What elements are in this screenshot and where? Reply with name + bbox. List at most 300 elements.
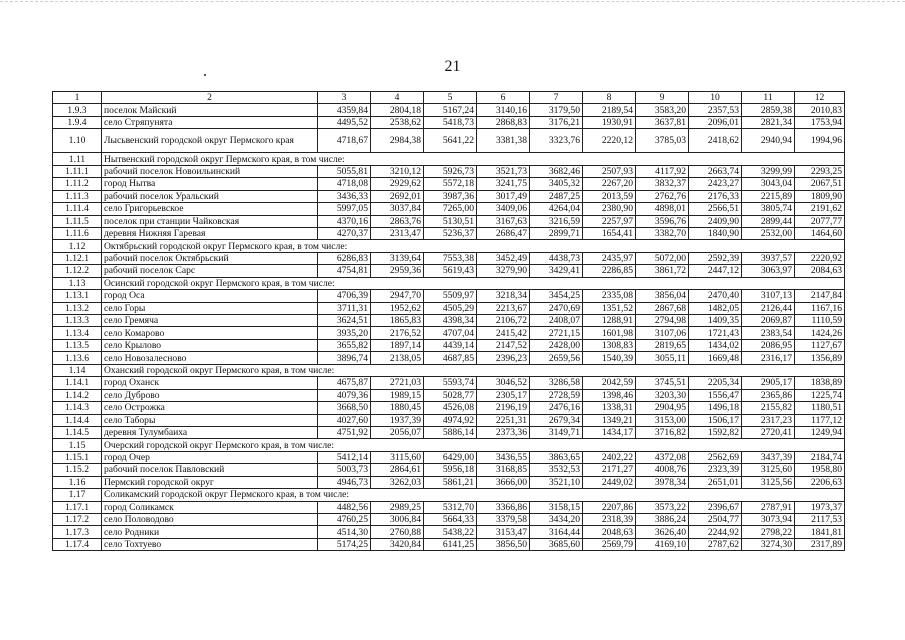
value-cell-col-8: 1338,31 (583, 402, 636, 414)
value-cell-col-10: 2447,12 (689, 265, 742, 277)
value-cell-col-12: 1180,51 (795, 402, 845, 414)
value-cell-col-8: 2335,08 (583, 290, 636, 302)
settlement-name: город Оса (102, 290, 318, 302)
row-code: 1.9.4 (53, 116, 102, 128)
column-header-9: 9 (636, 92, 689, 104)
value-cell-col-11: 3125,60 (742, 464, 795, 476)
table-row (53, 104, 845, 116)
scan-speck (204, 74, 206, 76)
table-row (53, 526, 845, 538)
value-cell-col-9: 4008,76 (636, 464, 689, 476)
value-cell-col-7: 2728,59 (530, 389, 583, 401)
value-cell-col-11: 2532,00 (742, 227, 795, 239)
table-row (53, 352, 845, 364)
section-title: Оханский городской округ Пермского края, в том числе: (102, 364, 845, 376)
value-cell-col-8: 2048,63 (583, 526, 636, 538)
value-cell-col-9: 4117,92 (636, 165, 689, 177)
value-cell-col-9: 3861,72 (636, 265, 689, 277)
value-cell-col-9: 2794,98 (636, 315, 689, 327)
value-cell-col-10: 1482,05 (689, 302, 742, 314)
value-cell-col-11: 2720,41 (742, 426, 795, 438)
value-cell-col-7: 3685,60 (530, 538, 583, 550)
row-code: 1.13.1 (53, 290, 102, 302)
value-cell-col-9: 4169,10 (636, 538, 689, 550)
value-cell-col-6: 3436,55 (477, 451, 530, 463)
value-cell-col-9: 3745,51 (636, 377, 689, 389)
value-cell-col-5: 5641,22 (424, 129, 477, 153)
value-cell-col-5: 5861,21 (424, 476, 477, 488)
value-cell-col-12: 2117,53 (795, 514, 845, 526)
value-cell-col-11: 2215,89 (742, 190, 795, 202)
value-cell-col-4: 2538,62 (371, 116, 424, 128)
settlement-name: рабочий поселок Октябрьский (102, 252, 318, 264)
row-code: 1.17.1 (53, 501, 102, 513)
value-cell-col-5: 5593,74 (424, 377, 477, 389)
section-row (53, 277, 845, 289)
value-cell-col-8: 2435,97 (583, 252, 636, 264)
value-cell-col-6: 3452,49 (477, 252, 530, 264)
value-cell-col-10: 2357,53 (689, 104, 742, 116)
value-cell-col-11: 2899,44 (742, 215, 795, 227)
table-row (53, 514, 845, 526)
settlement-name: село Комарово (102, 327, 318, 339)
table-row (53, 265, 845, 277)
value-cell-col-7: 2721,15 (530, 327, 583, 339)
value-cell-col-7: 3179,50 (530, 104, 583, 116)
table-row (53, 129, 845, 153)
value-cell-col-5: 7553,38 (424, 252, 477, 264)
value-cell-col-8: 2569,79 (583, 538, 636, 550)
value-cell-col-9: 3832,37 (636, 178, 689, 190)
value-cell-col-8: 1351,52 (583, 302, 636, 314)
value-cell-col-4: 2313,47 (371, 227, 424, 239)
value-cell-col-8: 2402,22 (583, 451, 636, 463)
value-cell-col-4: 3210,12 (371, 165, 424, 177)
value-cell-col-4: 2692,01 (371, 190, 424, 202)
settlement-name: село Дуброво (102, 389, 318, 401)
value-cell-col-12: 1177,12 (795, 414, 845, 426)
value-cell-col-3: 4706,39 (318, 290, 371, 302)
value-cell-col-10: 1409,35 (689, 315, 742, 327)
value-cell-col-7: 3149,71 (530, 426, 583, 438)
settlement-name: рабочий поселок Сарс (102, 265, 318, 277)
settlement-name: село Половодово (102, 514, 318, 526)
value-cell-col-10: 2423,27 (689, 178, 742, 190)
settlement-name: село Острожка (102, 402, 318, 414)
value-cell-col-12: 1809,90 (795, 190, 845, 202)
value-cell-col-8: 2207,86 (583, 501, 636, 513)
value-cell-col-8: 1398,46 (583, 389, 636, 401)
value-cell-col-10: 2787,62 (689, 538, 742, 550)
value-cell-col-12: 1110,59 (795, 315, 845, 327)
settlement-name: деревня Тулумбаиха (102, 426, 318, 438)
settlement-name: рабочий поселок Уральский (102, 190, 318, 202)
value-cell-col-7: 3176,21 (530, 116, 583, 128)
row-code: 1.11.6 (53, 227, 102, 239)
row-code: 1.13.3 (53, 315, 102, 327)
column-header-5: 5 (424, 92, 477, 104)
settlement-name: Лысьвенский городской округ Пермского края (102, 129, 318, 153)
value-cell-col-7: 3216,59 (530, 215, 583, 227)
value-cell-col-8: 2013,59 (583, 190, 636, 202)
table-row (53, 178, 845, 190)
page-top-border (0, 1, 905, 2)
table-row (53, 377, 845, 389)
table-row (53, 464, 845, 476)
value-cell-col-5: 4707,04 (424, 327, 477, 339)
row-code: 1.15.1 (53, 451, 102, 463)
column-header-6: 6 (477, 92, 530, 104)
value-cell-col-6: 2686,47 (477, 227, 530, 239)
value-cell-col-5: 7265,00 (424, 203, 477, 215)
table-row (53, 290, 845, 302)
value-cell-col-6: 3167,63 (477, 215, 530, 227)
table-row (53, 327, 845, 339)
row-code: 1.14.4 (53, 414, 102, 426)
value-cell-col-3: 4718,67 (318, 129, 371, 153)
value-cell-col-11: 2821,34 (742, 116, 795, 128)
value-cell-col-10: 2205,34 (689, 377, 742, 389)
value-cell-col-9: 3596,76 (636, 215, 689, 227)
row-code: 1.12.2 (53, 265, 102, 277)
value-cell-col-5: 5664,33 (424, 514, 477, 526)
value-cell-col-3: 4760,25 (318, 514, 371, 526)
value-cell-col-4: 2989,25 (371, 501, 424, 513)
value-cell-col-12: 1753,94 (795, 116, 845, 128)
settlement-name: рабочий поселок Павловский (102, 464, 318, 476)
value-cell-col-11: 2317,23 (742, 414, 795, 426)
table-body (53, 92, 845, 551)
value-cell-col-8: 2318,39 (583, 514, 636, 526)
value-cell-col-10: 2396,67 (689, 501, 742, 513)
table-row (53, 252, 845, 264)
value-cell-col-5: 5926,73 (424, 165, 477, 177)
value-cell-col-10: 1556,47 (689, 389, 742, 401)
value-cell-col-8: 1601,98 (583, 327, 636, 339)
value-cell-col-7: 2476,16 (530, 402, 583, 414)
column-header-1: 1 (53, 92, 102, 104)
value-cell-col-9: 4372,08 (636, 451, 689, 463)
settlement-name: поселок при станции Чайковская (102, 215, 318, 227)
settlement-name: город Очер (102, 451, 318, 463)
row-code: 1.17 (53, 489, 102, 501)
value-cell-col-9: 3153,00 (636, 414, 689, 426)
value-cell-col-10: 1506,17 (689, 414, 742, 426)
value-cell-col-4: 3037,84 (371, 203, 424, 215)
value-cell-col-6: 2196,19 (477, 402, 530, 414)
row-code: 1.13.5 (53, 339, 102, 351)
column-header-8: 8 (583, 92, 636, 104)
value-cell-col-3: 6286,83 (318, 252, 371, 264)
value-cell-col-12: 2067,51 (795, 178, 845, 190)
value-cell-col-6: 2106,72 (477, 315, 530, 327)
value-cell-col-10: 2562,69 (689, 451, 742, 463)
section-title: Октябрьский городской округ Пермского края, в том числе: (102, 240, 845, 252)
value-cell-col-7: 3429,41 (530, 265, 583, 277)
value-cell-col-8: 1288,91 (583, 315, 636, 327)
row-code: 1.9.3 (53, 104, 102, 116)
table-header-row (53, 92, 845, 104)
value-cell-col-12: 1424,26 (795, 327, 845, 339)
value-cell-col-6: 3218,34 (477, 290, 530, 302)
table-row (53, 203, 845, 215)
value-cell-col-4: 2804,18 (371, 104, 424, 116)
value-cell-col-4: 3139,64 (371, 252, 424, 264)
value-cell-col-11: 2859,38 (742, 104, 795, 116)
value-cell-col-12: 1356,89 (795, 352, 845, 364)
value-cell-col-4: 3115,60 (371, 451, 424, 463)
value-cell-col-4: 2138,05 (371, 352, 424, 364)
value-cell-col-12: 1249,94 (795, 426, 845, 438)
value-cell-col-7: 4264,04 (530, 203, 583, 215)
value-cell-col-10: 2323,39 (689, 464, 742, 476)
value-cell-col-11: 2787,91 (742, 501, 795, 513)
value-cell-col-3: 4370,16 (318, 215, 371, 227)
value-cell-col-11: 3107,13 (742, 290, 795, 302)
value-cell-col-10: 2592,39 (689, 252, 742, 264)
value-cell-col-7: 2899,71 (530, 227, 583, 239)
value-cell-col-12: 2220,92 (795, 252, 845, 264)
value-cell-col-11: 2383,54 (742, 327, 795, 339)
value-cell-col-9: 3886,24 (636, 514, 689, 526)
value-cell-col-7: 3454,25 (530, 290, 583, 302)
row-code: 1.13.6 (53, 352, 102, 364)
settlement-name: город Нытва (102, 178, 318, 190)
value-cell-col-11: 2798,22 (742, 526, 795, 538)
value-cell-col-7: 4438,73 (530, 252, 583, 264)
value-cell-col-4: 2929,62 (371, 178, 424, 190)
value-cell-col-3: 4514,30 (318, 526, 371, 538)
row-code: 1.11.2 (53, 178, 102, 190)
value-cell-col-11: 3937,57 (742, 252, 795, 264)
value-cell-col-7: 3521,10 (530, 476, 583, 488)
value-cell-col-9: 3856,04 (636, 290, 689, 302)
value-cell-col-7: 2487,25 (530, 190, 583, 202)
value-cell-col-9: 3107,06 (636, 327, 689, 339)
value-cell-col-10: 2566,51 (689, 203, 742, 215)
value-cell-col-4: 1952,62 (371, 302, 424, 314)
value-cell-col-6: 3153,47 (477, 526, 530, 538)
value-cell-col-3: 5055,81 (318, 165, 371, 177)
value-cell-col-8: 2189,54 (583, 104, 636, 116)
section-row (53, 489, 845, 501)
value-cell-col-3: 4495,52 (318, 116, 371, 128)
value-cell-col-4: 2959,36 (371, 265, 424, 277)
row-code: 1.12.1 (53, 252, 102, 264)
value-cell-col-11: 2069,87 (742, 315, 795, 327)
value-cell-col-9: 3573,22 (636, 501, 689, 513)
table-row (53, 414, 845, 426)
value-cell-col-6: 3409,06 (477, 203, 530, 215)
value-cell-col-9: 3637,81 (636, 116, 689, 128)
value-cell-col-7: 2679,34 (530, 414, 583, 426)
value-cell-col-4: 3262,03 (371, 476, 424, 488)
value-cell-col-11: 3043,04 (742, 178, 795, 190)
value-cell-col-6: 3017,49 (477, 190, 530, 202)
settlement-name: село Григорьевское (102, 203, 318, 215)
value-cell-col-11: 3063,97 (742, 265, 795, 277)
value-cell-col-6: 2305,17 (477, 389, 530, 401)
settlement-name: село Крылово (102, 339, 318, 351)
table-row (53, 538, 845, 550)
row-code: 1.14.1 (53, 377, 102, 389)
table-row (53, 302, 845, 314)
row-code: 1.13.4 (53, 327, 102, 339)
value-cell-col-6: 2868,83 (477, 116, 530, 128)
value-cell-col-7: 3682,46 (530, 165, 583, 177)
value-cell-col-7: 3286,58 (530, 377, 583, 389)
value-cell-col-8: 1349,21 (583, 414, 636, 426)
row-code: 1.11 (53, 153, 102, 165)
value-cell-col-5: 3987,36 (424, 190, 477, 202)
value-cell-col-7: 2659,56 (530, 352, 583, 364)
value-cell-col-10: 1434,02 (689, 339, 742, 351)
value-cell-col-6: 2213,67 (477, 302, 530, 314)
settlement-name: деревня Нижняя Гаревая (102, 227, 318, 239)
value-cell-col-10: 1669,48 (689, 352, 742, 364)
table-row (53, 476, 845, 488)
value-cell-col-7: 3863,65 (530, 451, 583, 463)
value-cell-col-9: 3203,30 (636, 389, 689, 401)
value-cell-col-4: 2176,52 (371, 327, 424, 339)
value-cell-col-9: 2904,95 (636, 402, 689, 414)
value-cell-col-5: 5418,73 (424, 116, 477, 128)
value-cell-col-10: 1592,82 (689, 426, 742, 438)
table-row (53, 116, 845, 128)
column-header-10: 10 (689, 92, 742, 104)
value-cell-col-12: 2191,62 (795, 203, 845, 215)
table-row (53, 339, 845, 351)
value-cell-col-7: 3532,53 (530, 464, 583, 476)
tariff-table (52, 91, 845, 551)
value-cell-col-6: 3279,90 (477, 265, 530, 277)
settlement-name: село Горы (102, 302, 318, 314)
value-cell-col-12: 1973,37 (795, 501, 845, 513)
section-row (53, 153, 845, 165)
row-code: 1.12 (53, 240, 102, 252)
value-cell-col-6: 3168,85 (477, 464, 530, 476)
settlement-name: село Новозалесново (102, 352, 318, 364)
value-cell-col-11: 3805,74 (742, 203, 795, 215)
value-cell-col-8: 2507,93 (583, 165, 636, 177)
value-cell-col-4: 2984,38 (371, 129, 424, 153)
value-cell-col-3: 5412,14 (318, 451, 371, 463)
settlement-name: город Оханск (102, 377, 318, 389)
value-cell-col-11: 3299,99 (742, 165, 795, 177)
value-cell-col-5: 4398,34 (424, 315, 477, 327)
table-row (53, 315, 845, 327)
value-cell-col-7: 3164,44 (530, 526, 583, 538)
value-cell-col-11: 3437,39 (742, 451, 795, 463)
value-cell-col-5: 4439,14 (424, 339, 477, 351)
value-cell-col-3: 3624,51 (318, 315, 371, 327)
value-cell-col-8: 2042,59 (583, 377, 636, 389)
value-cell-col-12: 2317,89 (795, 538, 845, 550)
value-cell-col-10: 2651,01 (689, 476, 742, 488)
value-cell-col-6: 2415,42 (477, 327, 530, 339)
value-cell-col-3: 4751,92 (318, 426, 371, 438)
value-cell-col-3: 5174,25 (318, 538, 371, 550)
value-cell-col-6: 3666,00 (477, 476, 530, 488)
value-cell-col-12: 1464,60 (795, 227, 845, 239)
value-cell-col-12: 2184,74 (795, 451, 845, 463)
value-cell-col-7: 2470,69 (530, 302, 583, 314)
column-header-2: 2 (102, 92, 318, 104)
value-cell-col-4: 2721,03 (371, 377, 424, 389)
value-cell-col-12: 1127,67 (795, 339, 845, 351)
value-cell-col-10: 1496,18 (689, 402, 742, 414)
settlement-name: поселок Майский (102, 104, 318, 116)
section-title: Соликамский городской округ Пермского края, в том числе: (102, 489, 845, 501)
value-cell-col-3: 4482,56 (318, 501, 371, 513)
section-row (53, 240, 845, 252)
row-code: 1.11.4 (53, 203, 102, 215)
row-code: 1.17.3 (53, 526, 102, 538)
column-header-11: 11 (742, 92, 795, 104)
settlement-name: село Гремяча (102, 315, 318, 327)
value-cell-col-6: 3521,73 (477, 165, 530, 177)
value-cell-col-8: 1434,17 (583, 426, 636, 438)
column-header-3: 3 (318, 92, 371, 104)
value-cell-col-4: 1897,14 (371, 339, 424, 351)
value-cell-col-7: 2408,07 (530, 315, 583, 327)
value-cell-col-6: 3241,75 (477, 178, 530, 190)
value-cell-col-8: 1540,39 (583, 352, 636, 364)
table-row (53, 501, 845, 513)
value-cell-col-10: 2504,77 (689, 514, 742, 526)
value-cell-col-5: 5886,14 (424, 426, 477, 438)
value-cell-col-3: 3711,31 (318, 302, 371, 314)
value-cell-col-3: 4270,37 (318, 227, 371, 239)
column-header-4: 4 (371, 92, 424, 104)
value-cell-col-12: 2147,84 (795, 290, 845, 302)
row-code: 1.17.2 (53, 514, 102, 526)
table-row (53, 426, 845, 438)
value-cell-col-3: 4754,81 (318, 265, 371, 277)
row-code: 1.13 (53, 277, 102, 289)
value-cell-col-12: 1838,89 (795, 377, 845, 389)
value-cell-col-9: 3382,70 (636, 227, 689, 239)
value-cell-col-9: 3716,82 (636, 426, 689, 438)
value-cell-col-5: 5312,70 (424, 501, 477, 513)
value-cell-col-4: 2056,07 (371, 426, 424, 438)
value-cell-col-5: 5956,18 (424, 464, 477, 476)
value-cell-col-7: 3323,76 (530, 129, 583, 153)
value-cell-col-6: 3381,38 (477, 129, 530, 153)
value-cell-col-6: 2251,31 (477, 414, 530, 426)
value-cell-col-10: 2663,74 (689, 165, 742, 177)
value-cell-col-3: 4718,08 (318, 178, 371, 190)
row-code: 1.14.5 (53, 426, 102, 438)
value-cell-col-9: 3055,11 (636, 352, 689, 364)
value-cell-col-7: 3158,15 (530, 501, 583, 513)
value-cell-col-11: 2905,17 (742, 377, 795, 389)
row-code: 1.13.2 (53, 302, 102, 314)
value-cell-col-4: 1989,15 (371, 389, 424, 401)
value-cell-col-12: 1225,74 (795, 389, 845, 401)
value-cell-col-7: 3434,20 (530, 514, 583, 526)
value-cell-col-11: 3073,94 (742, 514, 795, 526)
value-cell-col-12: 2084,63 (795, 265, 845, 277)
value-cell-col-3: 3436,33 (318, 190, 371, 202)
row-code: 1.14.2 (53, 389, 102, 401)
value-cell-col-11: 2365,86 (742, 389, 795, 401)
section-title: Нытвенский городской округ Пермского края, в том числе: (102, 153, 845, 165)
row-code: 1.11.1 (53, 165, 102, 177)
value-cell-col-5: 5130,51 (424, 215, 477, 227)
column-header-12: 12 (795, 92, 845, 104)
value-cell-col-6: 3379,58 (477, 514, 530, 526)
